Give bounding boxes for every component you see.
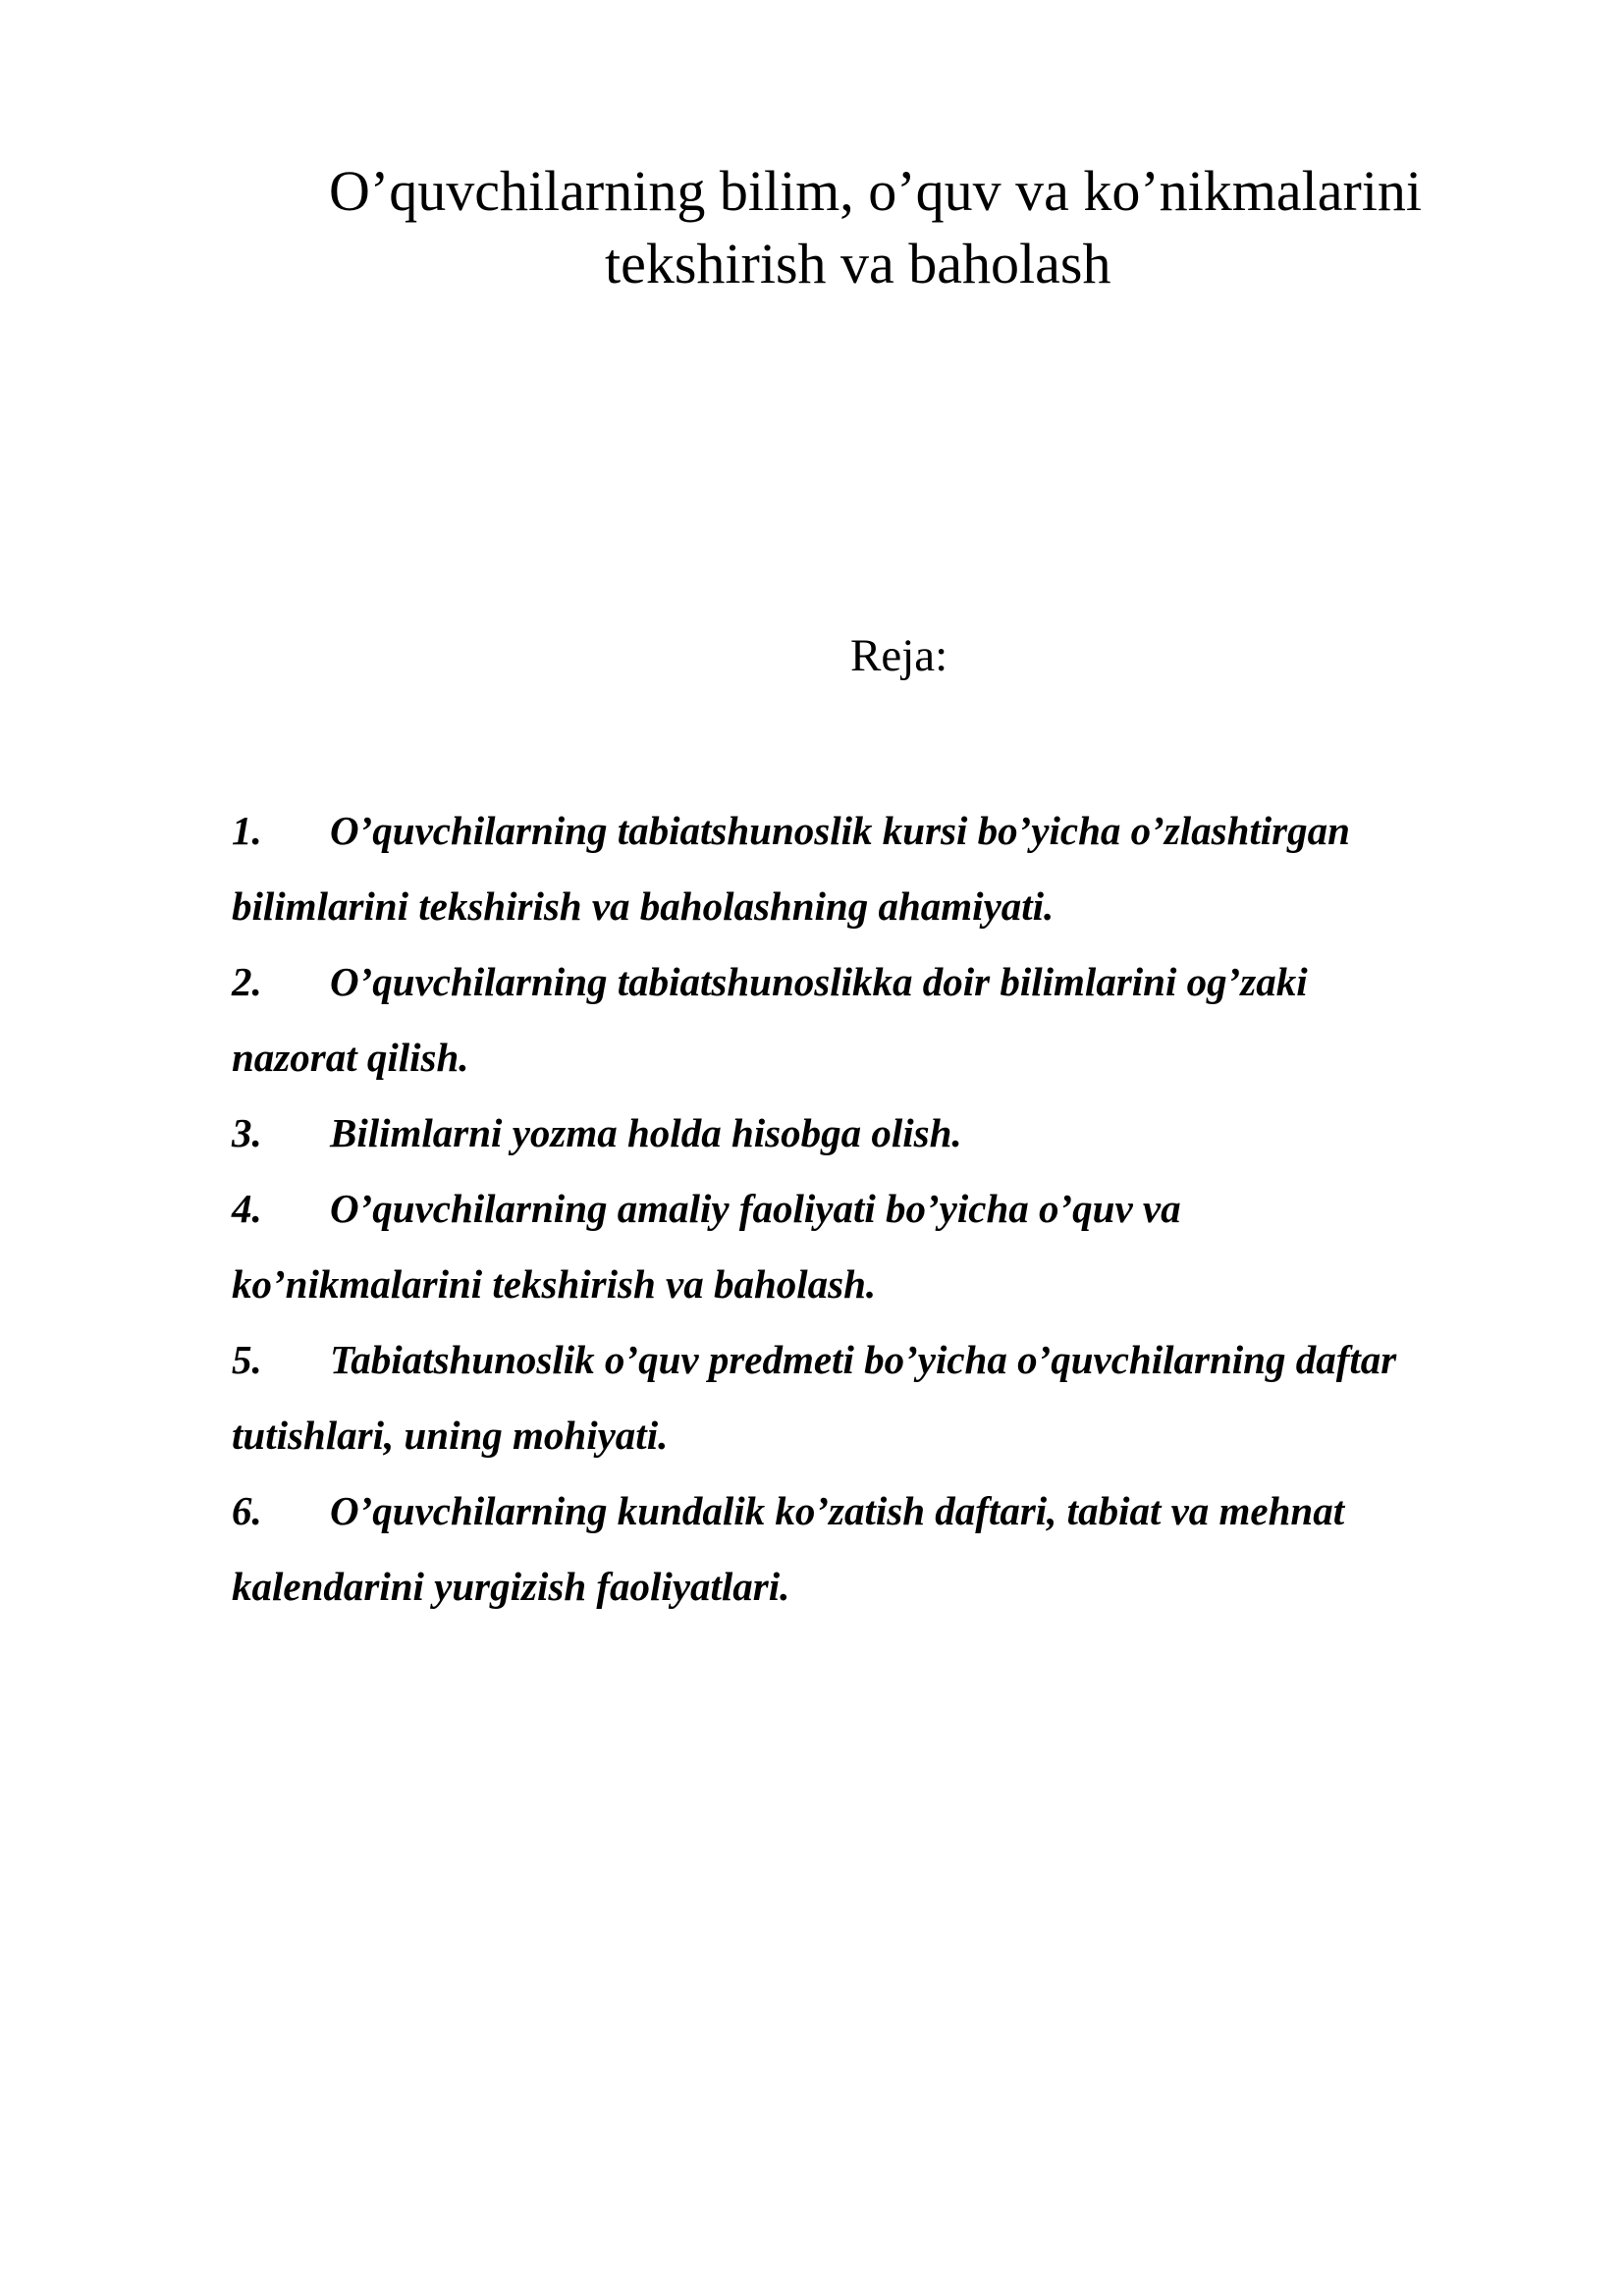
title-line-1: O’quvchilarning bilim, o’quv va ko’nikmalarini: [329, 159, 1423, 223]
plan-item-first-line: [232, 1473, 1518, 1549]
plan-item-4: [232, 1171, 1518, 1322]
plan-item-3: [232, 1095, 1518, 1171]
plan-item-number: 2.: [232, 959, 262, 1004]
title-line-2: tekshirish va baholash: [605, 232, 1111, 295]
plan-item-2: [232, 944, 1518, 1095]
plan-heading: Reja:: [850, 630, 948, 681]
document-title: [196, 155, 1532, 300]
plan-item-first-line: [232, 793, 1518, 869]
plan-item-6: [232, 1473, 1518, 1625]
plan-item-text: Bilimlarni yozma holda hisobga olish.: [330, 1110, 962, 1155]
plan-item-text: O’quvchilarning kundalik ko’zatish daftari, tabiat va mehnat: [330, 1488, 1345, 1533]
plan-item-continuation: tutishlari, uning mohiyati.: [232, 1413, 669, 1458]
plan-item-first-line: [232, 1322, 1518, 1398]
plan-item-text: Tabiatshunoslik o’quv predmeti bo’yicha o’quvchilarning daftar: [330, 1337, 1397, 1382]
plan-item-number: 1.: [232, 808, 262, 853]
plan-item-continuation: bilimlarini tekshirish va baholashning ahamiyati.: [232, 883, 1055, 929]
plan-list: [232, 793, 1518, 1625]
plan-item-text: O’quvchilarning amaliy faoliyati bo’yicha o’quv va: [330, 1186, 1181, 1231]
plan-item-number: 3.: [232, 1110, 262, 1155]
plan-item-number: 4.: [232, 1186, 262, 1231]
plan-item-text: O’quvchilarning tabiatshunoslik kursi bo’yicha o’zlashtirgan: [330, 808, 1350, 853]
plan-item-first-line: [232, 944, 1518, 1020]
plan-item-1: [232, 793, 1518, 944]
plan-item-number: 6.: [232, 1488, 262, 1533]
plan-item-continuation: kalendarini yurgizish faoliyatlari.: [232, 1564, 790, 1609]
plan-item-continuation: ko’nikmalarini tekshirish va baholash.: [232, 1261, 877, 1307]
plan-item-5: [232, 1322, 1518, 1473]
plan-item-number: 5.: [232, 1337, 262, 1382]
plan-item-text: O’quvchilarning tabiatshunoslikka doir bilimlarini og’zaki: [330, 959, 1308, 1004]
plan-item-continuation: nazorat qilish.: [232, 1035, 469, 1080]
plan-item-first-line: [232, 1095, 1518, 1171]
plan-item-first-line: [232, 1171, 1518, 1247]
